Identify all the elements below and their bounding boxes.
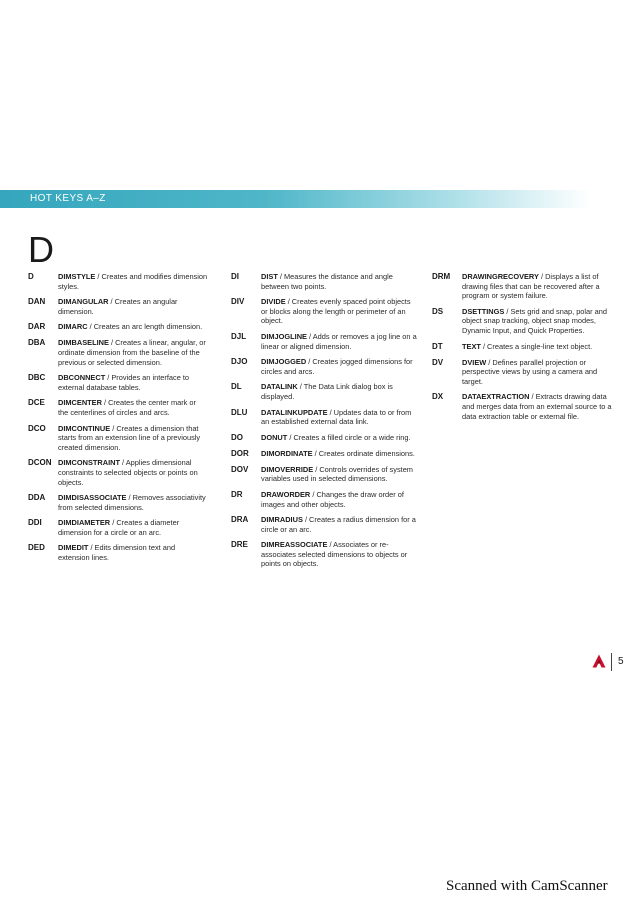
hotkey-description xyxy=(58,493,208,512)
hotkey-description xyxy=(261,357,417,376)
command-description: / Creates a linear, angular, or ordinate dimension from the baseline of the previous or selected dimension. xyxy=(58,338,206,367)
hotkey-code: DBA xyxy=(28,338,46,348)
command-name: DATALINK xyxy=(261,382,298,392)
command-name: DIMCENTER xyxy=(58,398,102,408)
hotkey-entry xyxy=(231,272,417,291)
hotkey-code: DBC xyxy=(28,373,46,383)
hotkey-code: DRM xyxy=(432,272,451,281)
command-description: / Creates a diameter dimension for a circle or an arc. xyxy=(58,518,180,537)
hotkey-description xyxy=(261,515,417,534)
hotkey-entry xyxy=(28,398,208,417)
hotkey-code: DI xyxy=(231,272,239,281)
hotkey-entry xyxy=(28,493,208,512)
hotkey-entry xyxy=(28,272,208,291)
hotkey-description xyxy=(261,382,417,401)
hotkey-code: DLU xyxy=(231,407,248,417)
hotkey-entry xyxy=(28,424,208,453)
command-name: DIMJOGGED xyxy=(261,357,307,367)
hotkey-description xyxy=(58,398,208,417)
hotkey-entry xyxy=(28,297,208,316)
autocad-logo-icon xyxy=(592,654,606,668)
hotkey-column-3 xyxy=(432,272,617,427)
hotkey-entry xyxy=(231,297,417,326)
hotkey-entry xyxy=(231,449,417,459)
hotkey-code: DT xyxy=(432,341,443,351)
command-name: DIMCONTINUE xyxy=(58,423,111,433)
hotkey-entry xyxy=(28,338,208,367)
hotkey-code: DX xyxy=(432,392,444,402)
command-name: DATALINKUPDATE xyxy=(261,407,328,417)
command-description: / Defines parallel projection or perspective views by using a camera and target. xyxy=(462,357,598,386)
hotkey-description xyxy=(462,272,617,301)
hotkey-entry xyxy=(432,342,617,352)
command-name: DIMARC xyxy=(58,322,88,332)
command-name: DIMJOGLINE xyxy=(261,331,307,341)
command-name: DIMDIAMETER xyxy=(58,518,111,528)
hotkey-entry xyxy=(231,490,417,509)
command-name: DIMBASELINE xyxy=(58,338,109,348)
command-description: / Creates ordinate dimensions. xyxy=(312,448,415,458)
hotkey-code: DED xyxy=(28,543,45,553)
command-description: / Removes associativity from selected dimensions. xyxy=(58,493,206,512)
command-description: / Controls overrides of system variables used in selected dimensions. xyxy=(261,464,413,484)
hotkey-description xyxy=(58,373,208,392)
hotkey-entry xyxy=(432,358,617,387)
hotkey-entry xyxy=(28,543,208,562)
hotkey-description xyxy=(58,458,208,487)
hotkey-code: DDA xyxy=(28,493,46,503)
hotkey-description xyxy=(462,342,617,352)
hotkey-code: DCE xyxy=(28,398,45,408)
hotkey-column-2 xyxy=(231,272,417,575)
hotkey-code: DJL xyxy=(231,331,247,341)
hotkey-entry xyxy=(231,408,417,427)
hotkey-code: DCO xyxy=(28,423,46,433)
command-name: DIMANGULAR xyxy=(58,297,109,307)
scanner-watermark: Scanned with CamScanner xyxy=(446,878,608,894)
command-name: DIVIDE xyxy=(261,297,286,307)
hotkey-entry xyxy=(432,307,617,336)
command-name: DIST xyxy=(261,272,278,281)
command-name: DSETTINGS xyxy=(462,306,505,316)
command-description: / Creates a dimension that starts from an extension line of a previously created dimension. xyxy=(58,423,201,452)
command-description: / Creates jogged dimensions for circles and arcs. xyxy=(261,357,413,376)
hotkey-description xyxy=(58,518,208,537)
hotkey-code: DOR xyxy=(231,448,249,458)
command-description: / Measures the distance and angle between two points. xyxy=(261,272,393,291)
command-name: DONUT xyxy=(261,432,288,442)
hotkey-description xyxy=(58,322,208,332)
command-description: / Sets grid and snap, polar and object snap tracking, object snap modes, Dynamic Input, and Quick Properties. xyxy=(462,306,608,335)
hotkey-code: DOV xyxy=(231,464,249,474)
command-name: DIMDISASSOCIATE xyxy=(58,493,127,503)
hotkey-description xyxy=(261,540,417,569)
hotkey-description xyxy=(261,272,417,291)
command-name: DBCONNECT xyxy=(58,373,106,383)
command-name: DIMCONSTRAINT xyxy=(58,458,120,468)
hotkey-code: DAN xyxy=(28,297,46,307)
hotkey-code: DR xyxy=(231,489,243,499)
hotkey-code: DJO xyxy=(231,357,248,367)
footer-divider xyxy=(611,653,612,671)
command-name: DIMOVERRIDE xyxy=(261,464,314,474)
command-name: DIMSTYLE xyxy=(58,272,96,281)
hotkey-description xyxy=(462,358,617,387)
hotkey-description xyxy=(58,272,208,291)
hotkey-entry xyxy=(231,382,417,401)
hotkey-description xyxy=(261,433,417,443)
command-description: / Creates an arc length dimension. xyxy=(87,322,203,332)
command-name: DIMORDINATE xyxy=(261,448,313,458)
hotkey-code: DIV xyxy=(231,297,245,307)
section-banner xyxy=(0,190,590,208)
hotkey-entry xyxy=(231,465,417,484)
hotkey-entry xyxy=(432,272,617,301)
command-description: / Provides an interface to external database tables. xyxy=(58,373,190,392)
hotkey-entry xyxy=(231,540,417,569)
hotkey-code: DDI xyxy=(28,518,42,528)
hotkey-description xyxy=(58,424,208,453)
hotkey-entry xyxy=(28,518,208,537)
command-description: / Associates or re-associates selected dimensions to objects or points on objects. xyxy=(261,540,408,569)
command-description: / Creates an angular dimension. xyxy=(58,297,178,316)
command-description: / Creates and modifies dimension styles. xyxy=(58,272,208,291)
command-description: / Extracts drawing data and merges data from an external source to a data extraction table or external file. xyxy=(462,392,612,421)
command-description: / Creates a filled circle or a wide ring. xyxy=(287,432,411,442)
hotkey-entry xyxy=(231,515,417,534)
command-description: / Creates evenly spaced point objects or blocks along the length or perimeter of an object. xyxy=(261,297,411,326)
command-description: / Applies dimensional constraints to selected objects or points on objects. xyxy=(58,458,198,487)
command-description: / Adds or removes a jog line on a linear or aligned dimension. xyxy=(261,331,417,351)
command-description: / Changes the draw order of images and other objects. xyxy=(261,489,404,509)
command-name: DIMREASSOCIATE xyxy=(261,540,328,550)
hotkey-code: DL xyxy=(231,382,242,392)
command-description: / Updates data to or from an established external data link. xyxy=(261,407,412,427)
hotkey-description xyxy=(58,338,208,367)
command-name: DATAEXTRACTION xyxy=(462,392,530,402)
command-name: DRAWORDER xyxy=(261,489,311,499)
command-name: DIMEDIT xyxy=(58,543,89,553)
section-letter: D xyxy=(28,229,54,270)
hotkey-description xyxy=(58,543,208,562)
hotkey-code: DCON xyxy=(28,458,52,468)
hotkey-code: DS xyxy=(432,306,444,316)
command-description: / Creates a single-line text object. xyxy=(480,341,593,351)
command-name: DIMRADIUS xyxy=(261,515,303,525)
hotkey-description xyxy=(261,449,417,459)
hotkey-code: DRA xyxy=(231,515,249,525)
command-description: / Creates the center mark or the centerlines of circles and arcs. xyxy=(58,398,196,417)
hotkey-entry xyxy=(231,357,417,376)
command-name: DVIEW xyxy=(462,357,487,367)
hotkey-entry xyxy=(432,392,617,421)
hotkey-description xyxy=(261,332,417,351)
hotkey-code: DRE xyxy=(231,540,248,550)
hotkey-description xyxy=(261,297,417,326)
banner-label: HOT KEYS A–Z xyxy=(30,193,106,204)
page-number: 5 xyxy=(618,656,624,667)
hotkey-code: DV xyxy=(432,357,444,367)
hotkey-description xyxy=(261,490,417,509)
hotkey-entry xyxy=(28,373,208,392)
command-description: / Displays a list of drawing files that can be recovered after a program or system failure. xyxy=(462,272,600,301)
hotkey-description xyxy=(462,307,617,336)
command-name: DRAWINGRECOVERY xyxy=(462,272,539,281)
command-description: / Creates a radius dimension for a circle or an arc. xyxy=(261,515,416,534)
command-name: TEXT xyxy=(462,341,481,351)
hotkey-description xyxy=(462,392,617,421)
hotkey-code: DO xyxy=(231,432,243,442)
hotkey-column-1 xyxy=(28,272,208,569)
command-description: / The Data Link dialog box is displayed. xyxy=(261,382,393,401)
hotkey-entry xyxy=(231,332,417,351)
hotkey-description xyxy=(261,465,417,484)
hotkey-entry xyxy=(28,458,208,487)
hotkey-entry xyxy=(231,433,417,443)
hotkey-code: D xyxy=(28,272,34,281)
hotkey-description xyxy=(261,408,417,427)
hotkey-entry xyxy=(28,322,208,332)
hotkey-description xyxy=(58,297,208,316)
command-description: / Edits dimension text and extension lines. xyxy=(58,543,176,563)
hotkey-code: DAR xyxy=(28,322,46,332)
